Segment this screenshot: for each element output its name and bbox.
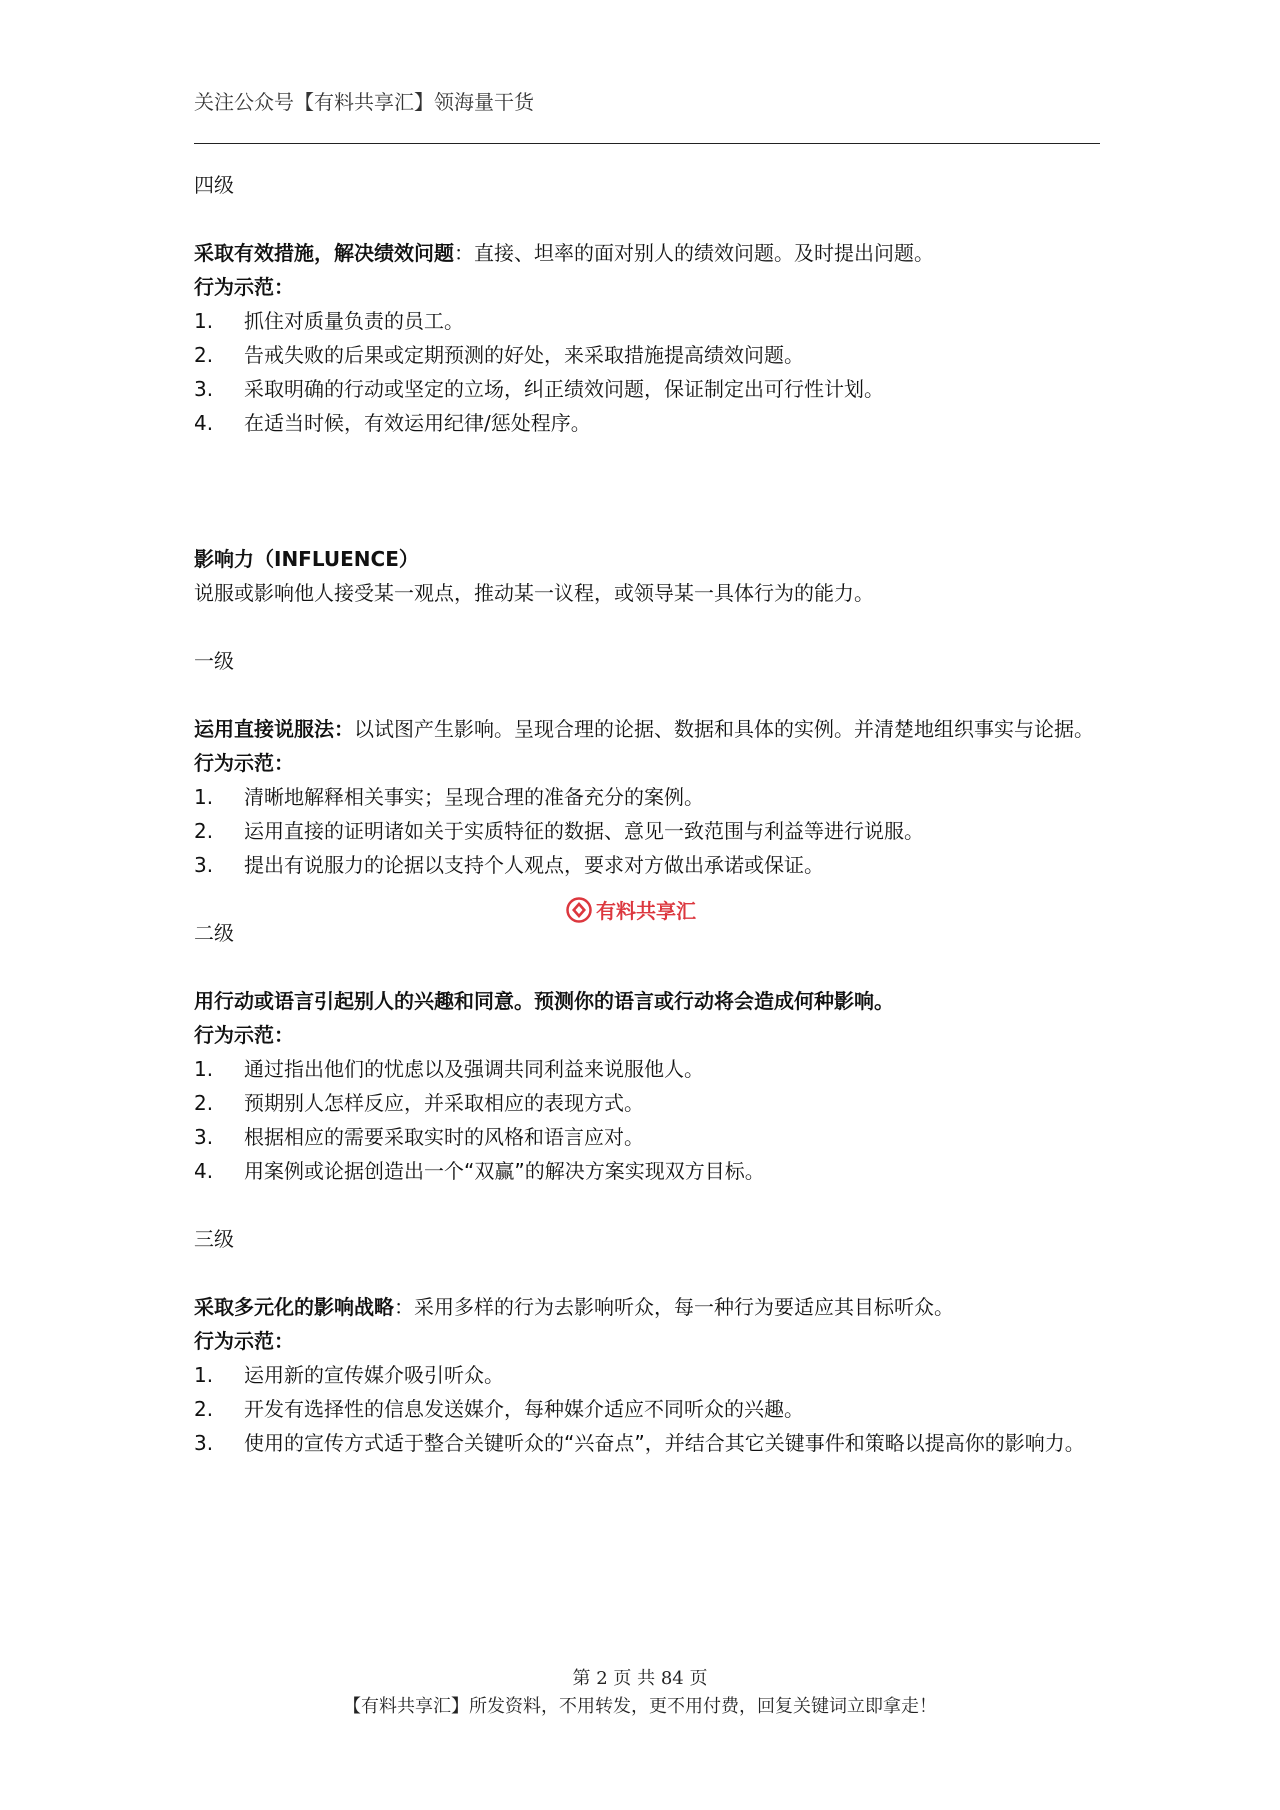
level-heading: 一级 <box>194 649 234 673</box>
list-item: 3. 根据相应的需要采取实时的风格和语言应对。 <box>194 1125 644 1149</box>
list-item: 1. 运用新的宣传媒介吸引听众。 <box>194 1363 504 1387</box>
list-item: 4. 在适当时候，有效运用纪律/惩处程序。 <box>194 411 591 435</box>
list-item: 4. 用案例或论据创造出一个“双赢”的解决方案实现双方目标。 <box>194 1159 765 1183</box>
list-item: 2. 告戒失败的后果或定期预测的好处，来采取措施提高绩效问题。 <box>194 343 804 367</box>
level-lead <box>194 1290 1094 1324</box>
lead-rest: ：直接、坦率的面对别人的绩效问题。及时提出问题。 <box>454 241 934 265</box>
level-heading: 三级 <box>194 1227 234 1251</box>
examples-label: 行为示范： <box>194 1329 294 1353</box>
footer-notice: 【有料共享汇】所发资料，不用转发，更不用付费，回复关键词立即拿走！ <box>343 1696 937 1717</box>
lead-rest: ：采用多样的行为去影响听众，每一种行为要适应其目标听众。 <box>394 1295 954 1319</box>
level-lead: 用行动或语言引起别人的兴趣和同意。预测你的语言或行动将会造成何种影响。 <box>194 989 894 1013</box>
examples-label: 行为示范： <box>194 751 294 775</box>
page-header: 关注公众号【有料共享汇】领海量干货 <box>194 90 534 114</box>
lead-bold: 采取有效措施，解决绩效问题 <box>194 241 454 265</box>
page-number: 第 2 页 共 84 页 <box>572 1668 708 1689</box>
level-heading: 二级 <box>194 921 234 945</box>
header-divider <box>194 143 1100 144</box>
watermark-text: 有料共享汇 <box>596 899 696 923</box>
list-item: 1. 通过指出他们的忧虑以及强调共同利益来说服他人。 <box>194 1057 704 1081</box>
level-lead <box>194 712 1094 746</box>
level-lead <box>194 236 1094 270</box>
section-title: 影响力（INFLUENCE） <box>194 547 419 571</box>
lead-rest: 以试图产生影响。呈现合理的论据、数据和具体的实例。并清楚地组织事实与论据。 <box>354 717 1094 741</box>
watermark <box>566 895 696 924</box>
list-item: 3. 使用的宣传方式适于整合关键听众的“兴奋点”，并结合其它关键事件和策略以提高你的影响力。 <box>194 1431 1085 1455</box>
list-item: 2. 运用直接的证明诸如关于实质特征的数据、意见一致范围与利益等进行说服。 <box>194 819 924 843</box>
list-item: 1. 抓住对质量负责的员工。 <box>194 309 464 333</box>
lead-bold: 运用直接说服法： <box>194 717 354 741</box>
examples-label: 行为示范： <box>194 1023 294 1047</box>
level-heading: 四级 <box>194 173 234 197</box>
list-item: 3. 提出有说服力的论据以支持个人观点，要求对方做出承诺或保证。 <box>194 853 824 877</box>
list-item: 2. 开发有选择性的信息发送媒介，每种媒介适应不同听众的兴趣。 <box>194 1397 804 1421</box>
section-description: 说服或影响他人接受某一观点，推动某一议程，或领导某一具体行为的能力。 <box>194 581 874 605</box>
lead-bold: 采取多元化的影响战略 <box>194 1295 394 1319</box>
document-body <box>194 168 1094 1460</box>
examples-label: 行为示范： <box>194 275 294 299</box>
list-item: 3. 采取明确的行动或坚定的立场，纠正绩效问题，保证制定出可行性计划。 <box>194 377 884 401</box>
list-item: 1. 清晰地解释相关事实；呈现合理的准备充分的案例。 <box>194 785 704 809</box>
list-item: 2. 预期别人怎样反应，并采取相应的表现方式。 <box>194 1091 644 1115</box>
watermark-logo-icon <box>566 897 592 923</box>
